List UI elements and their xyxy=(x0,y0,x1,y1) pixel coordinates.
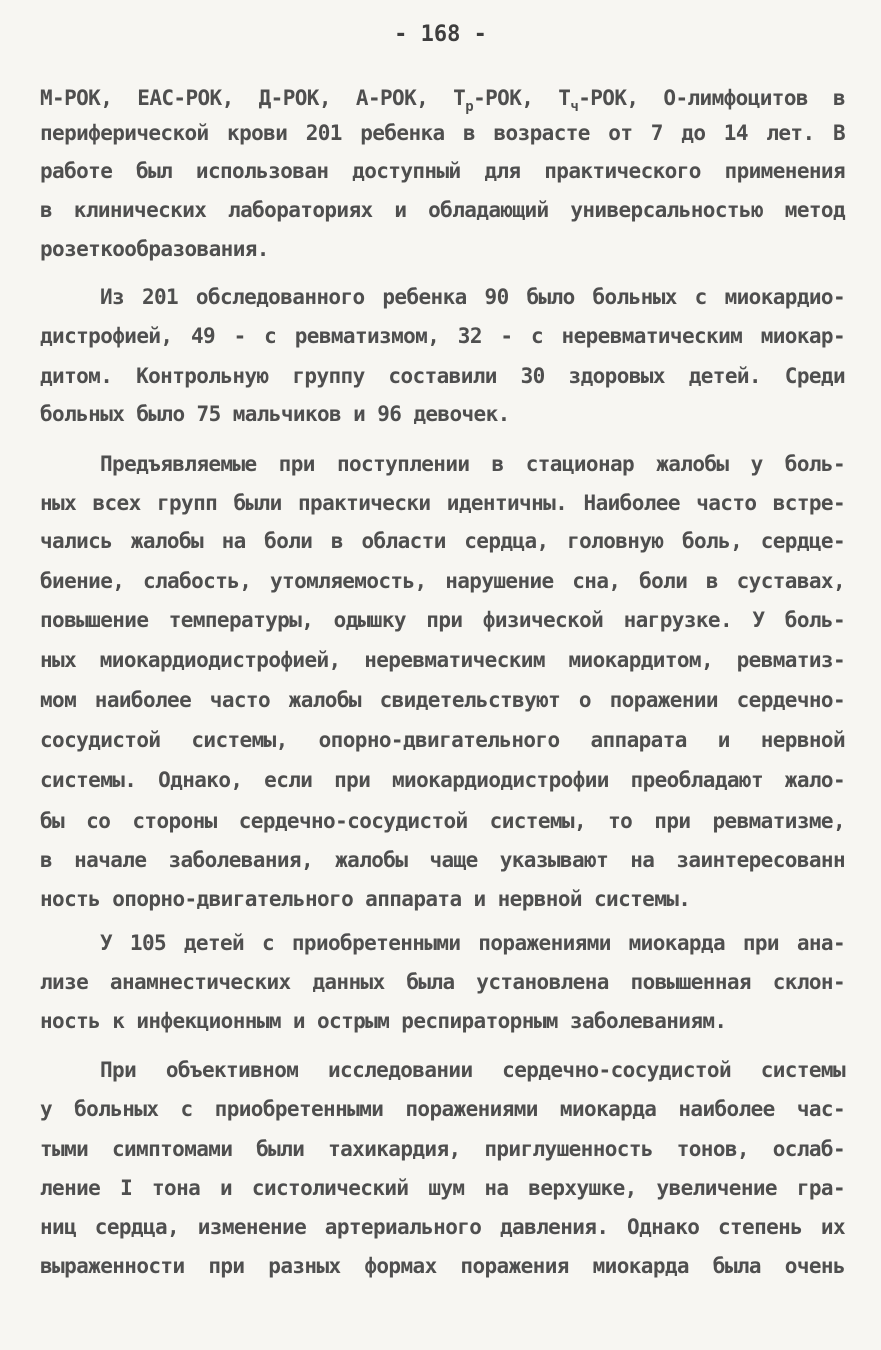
text-line: биение, слабость, утомляемость, нарушение сна, боли в суставах, xyxy=(40,569,845,593)
text-line: лизе анамнестических данных была установлена повышенная склон- xyxy=(40,970,845,994)
text-line: ность опорно-двигательного аппарата и нервной системы. xyxy=(40,887,691,911)
text-line: розеткообразования. xyxy=(40,237,269,261)
text-line: в клинических лабораториях и обладающий универсальностью метод xyxy=(40,198,845,222)
text-line: сосудистой системы, опорно-двигательного аппарата и нервной xyxy=(40,728,845,752)
text-line: больных было 75 мальчиков и 96 девочек. xyxy=(40,402,510,426)
text-segment: -РОК, О-лимфоцитов в xyxy=(578,86,845,110)
text-line: дитом. Контрольную группу составили 30 здоровых детей. Среди xyxy=(40,364,845,388)
text-line: Из 201 обследованного ребенка 90 было больных с миокардио- xyxy=(100,285,845,309)
subscript: ч xyxy=(570,99,579,115)
page-number: - 168 - xyxy=(394,22,487,47)
text-line: У 105 детей с приобретенными поражениями миокарда при ана- xyxy=(100,931,845,955)
text-line: у больных с приобретенными поражениями миокарда наиболее час- xyxy=(40,1097,845,1121)
text-line: бы со стороны сердечно-сосудистой системы, то при ревматизме, xyxy=(40,809,845,833)
text-line: ниц сердца, изменение артериального давления. Однако степень их xyxy=(40,1215,845,1239)
text-line: периферической крови 201 ребенка в возрасте от 7 до 14 лет. В xyxy=(40,121,845,145)
text-line: чались жалобы на боли в области сердца, головную боль, сердце- xyxy=(40,529,845,553)
text-line: ление I тона и систолический шум на верхушке, увеличение гра- xyxy=(40,1176,845,1200)
text-line: ность к инфекционным и острым респираторным заболеваниям. xyxy=(40,1009,727,1033)
text-segment: -РОК, Т xyxy=(473,86,571,110)
text-line: повышение температуры, одышку при физической нагрузке. У боль- xyxy=(40,608,845,632)
text-line: мом наиболее часто жалобы свидетельствуют о поражении сердечно- xyxy=(40,688,845,712)
subscript: р xyxy=(465,99,474,115)
text-line: системы. Однако, если при миокардиодистрофии преобладают жало- xyxy=(40,768,845,792)
text-line: При объективном исследовании сердечно-сосудистой системы xyxy=(100,1058,845,1082)
text-segment: М-РОК, ЕАС-РОК, Д-РОК, А-РОК, Т xyxy=(40,86,466,110)
text-line: в начале заболевания, жалобы чаще указывают на заинтересованн xyxy=(40,848,845,872)
text-line: тыми симптомами были тахикардия, приглушенность тонов, ослаб- xyxy=(40,1137,845,1161)
text-line: работе был использован доступный для практического применения xyxy=(40,159,845,183)
text-line: ных всех групп были практически идентичны. Наиболее часто встре- xyxy=(40,491,845,515)
text-line: выраженности при разных формах поражения миокарда была очень xyxy=(40,1254,845,1278)
text-line: ных миокардиодистрофией, неревматическим миокардитом, ревматиз- xyxy=(40,648,845,672)
text-line: Предъявляемые при поступлении в стационар жалобы у боль- xyxy=(100,452,845,476)
text-line xyxy=(40,84,845,115)
text-line: дистрофией, 49 - с ревматизмом, 32 - с неревматическим миокар- xyxy=(40,324,845,348)
